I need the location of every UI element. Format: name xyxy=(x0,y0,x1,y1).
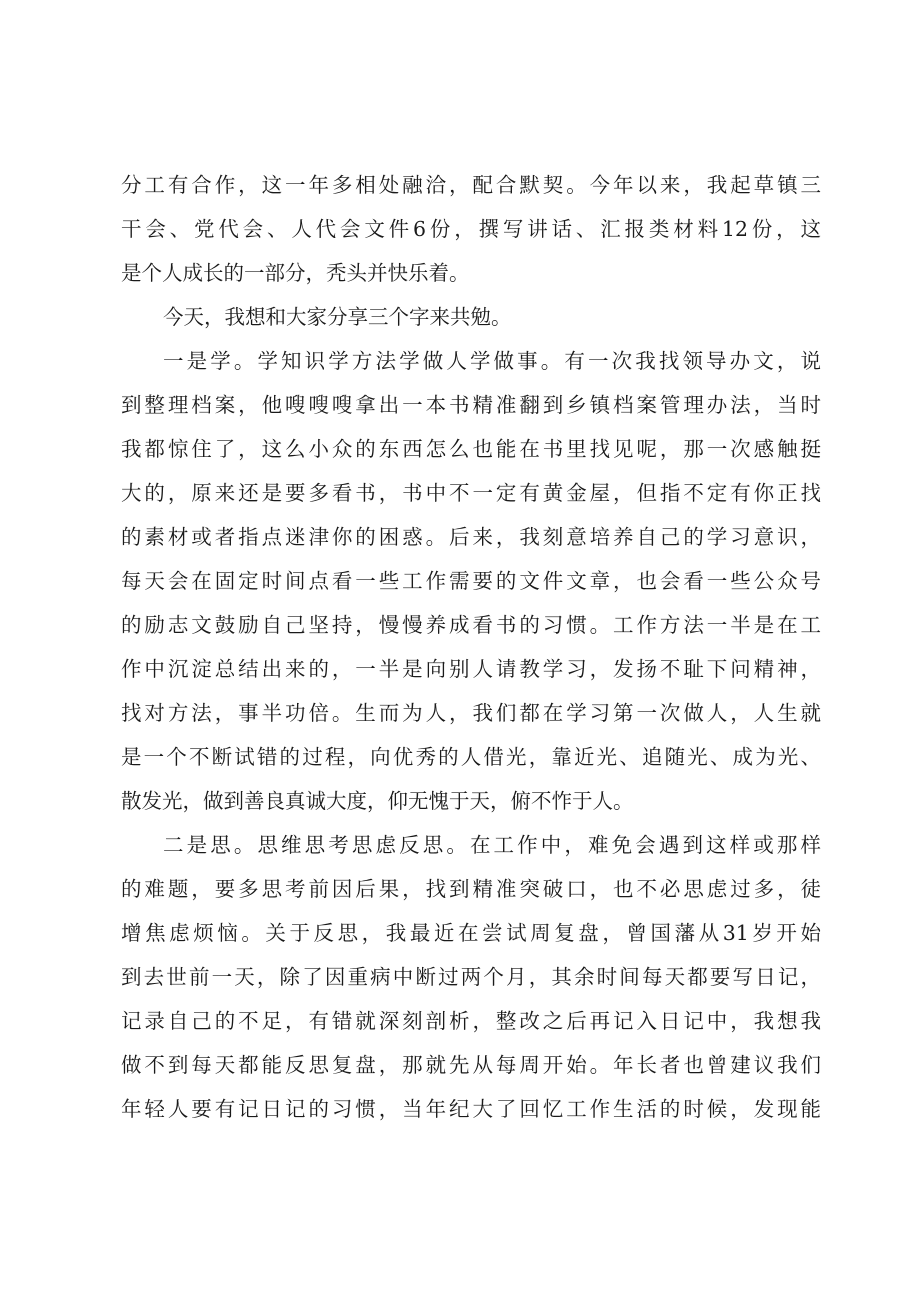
text-line: 散发光，做到善良真诚大度，仰无愧于天，俯不怍于人。 xyxy=(121,789,634,813)
text-line: 的素材或者指点迷津你的困惑。后来，我刻意培养自己的学习意识， xyxy=(121,525,821,549)
text-line: 我都惊住了，这么小众的东西怎么也能在书里找见呢，那一次感触挺 xyxy=(121,437,821,461)
text-line: 干会、党代会、人代会文件6份，撰写讲话、汇报类材料12份，这 xyxy=(121,217,821,241)
text-line: 每天会在固定时间点看一些工作需要的文件文章，也会看一些公众号 xyxy=(121,569,821,593)
text-line: 作中沉淀总结出来的，一半是向别人请教学习，发扬不耻下问精神， xyxy=(121,657,821,681)
paragraph-first-line: 二是思。思维思考思虑反思。在工作中，难免会遇到这样或那样 xyxy=(163,833,821,857)
text-line: 的难题，要多思考前因后果，找到精准突破口，也不必思虑过多，徒 xyxy=(121,877,821,901)
text-line: 大的，原来还是要多看书，书中不一定有黄金屋，但指不定有你正找 xyxy=(121,481,821,505)
paragraph-first-line: 一是学。学知识学方法学做人学做事。有一次我找领导办文，说 xyxy=(163,349,821,373)
text-line: 是一个不断试错的过程，向优秀的人借光，靠近光、追随光、成为光、 xyxy=(121,745,821,769)
text-line: 到整理档案，他嗖嗖嗖拿出一本书精准翻到乡镇档案管理办法，当时 xyxy=(121,393,821,417)
text-line: 记录自己的不足，有错就深刻剖析，整改之后再记入日记中，我想我 xyxy=(121,1009,821,1033)
text-line: 年轻人要有记日记的习惯，当年纪大了回忆工作生活的时候，发现能 xyxy=(121,1097,821,1121)
text-line: 到去世前一天，除了因重病中断过两个月，其余时间每天都要写日记， xyxy=(121,965,821,989)
text-line: 的励志文鼓励自己坚持，慢慢养成看书的习惯。工作方法一半是在工 xyxy=(121,613,821,637)
text-line: 分工有合作，这一年多相处融洽，配合默契。今年以来，我起草镇三 xyxy=(121,173,821,197)
text-line: 做不到每天都能反思复盘，那就先从每周开始。年长者也曾建议我们 xyxy=(121,1053,821,1077)
text-line: 是个人成长的一部分，秃头并快乐着。 xyxy=(121,261,470,285)
text-line: 增焦虑烦恼。关于反思，我最近在尝试周复盘，曾国藩从31岁开始 xyxy=(121,921,821,945)
paragraph-first-line: 今天，我想和大家分享三个字来共勉。 xyxy=(163,305,512,329)
text-line: 找对方法，事半功倍。生而为人，我们都在学习第一次做人，人生就 xyxy=(121,701,821,725)
